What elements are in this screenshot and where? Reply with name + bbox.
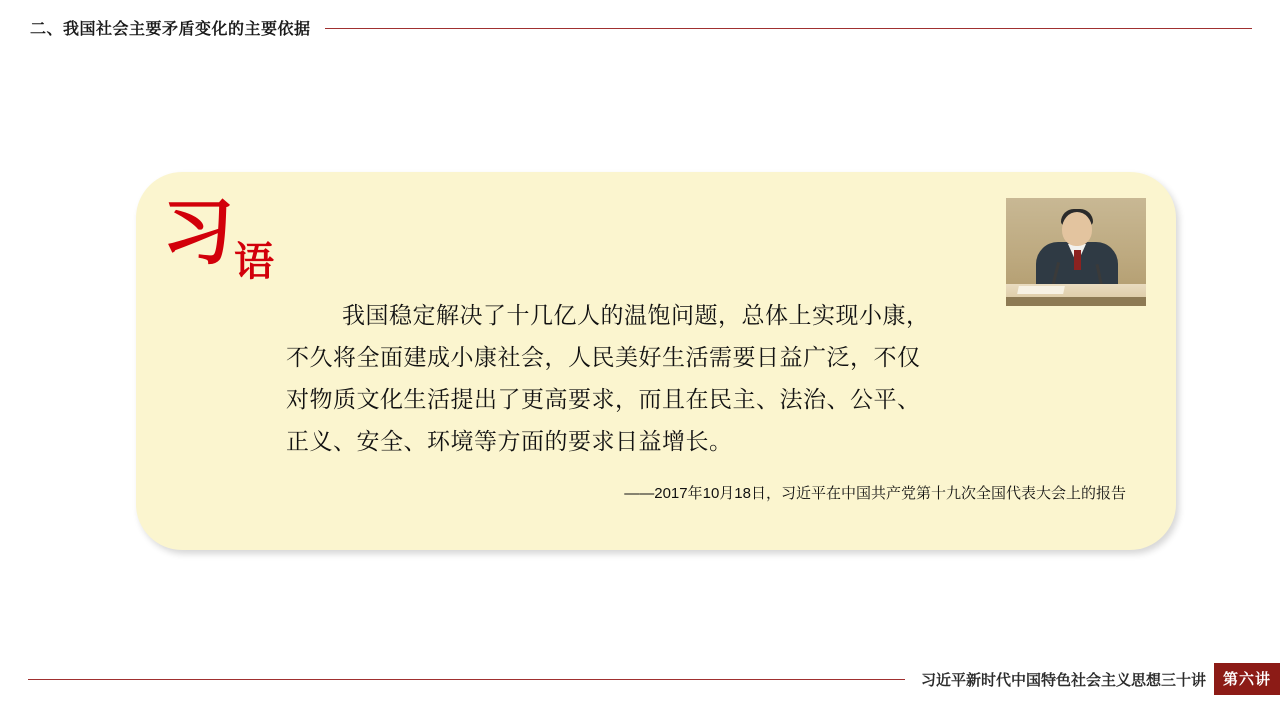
page-title: 二、我国社会主要矛盾变化的主要依据 xyxy=(30,20,311,38)
quote-line: 对物质文化生活提出了更高要求，而且在民主、法治、公平、 xyxy=(286,386,921,412)
portrait-tie xyxy=(1074,250,1081,270)
slide-footer xyxy=(28,664,1280,694)
portrait-papers xyxy=(1017,286,1065,294)
portrait-photo xyxy=(1006,198,1146,306)
quote-line: 我国稳定解决了十几亿人的温饱问题，总体上实现小康， xyxy=(342,302,930,328)
portrait-head xyxy=(1062,212,1092,246)
quote-line: 正义、安全、环境等方面的要求日益增长。 xyxy=(286,428,733,454)
slide-header xyxy=(30,14,1252,40)
seal-sub-char: 语 xyxy=(234,238,274,285)
lecture-badge: 第六讲 xyxy=(1214,663,1280,695)
quote-text xyxy=(286,294,1126,462)
footer-divider xyxy=(28,679,905,680)
seal-main-char: 习 xyxy=(162,189,235,274)
quote-source: ——2017年10月18日，习近平在中国共产党第十九次全国代表大会上的报告 xyxy=(624,485,1126,502)
quote-card xyxy=(136,172,1176,550)
header-divider xyxy=(325,28,1252,29)
xi-seal-icon xyxy=(160,189,310,304)
quote-line: 不久将全面建成小康社会，人民美好生活需要日益广泛，不仅 xyxy=(286,344,921,370)
footer-title: 习近平新时代中国特色社会主义思想三十讲 xyxy=(920,671,1206,689)
